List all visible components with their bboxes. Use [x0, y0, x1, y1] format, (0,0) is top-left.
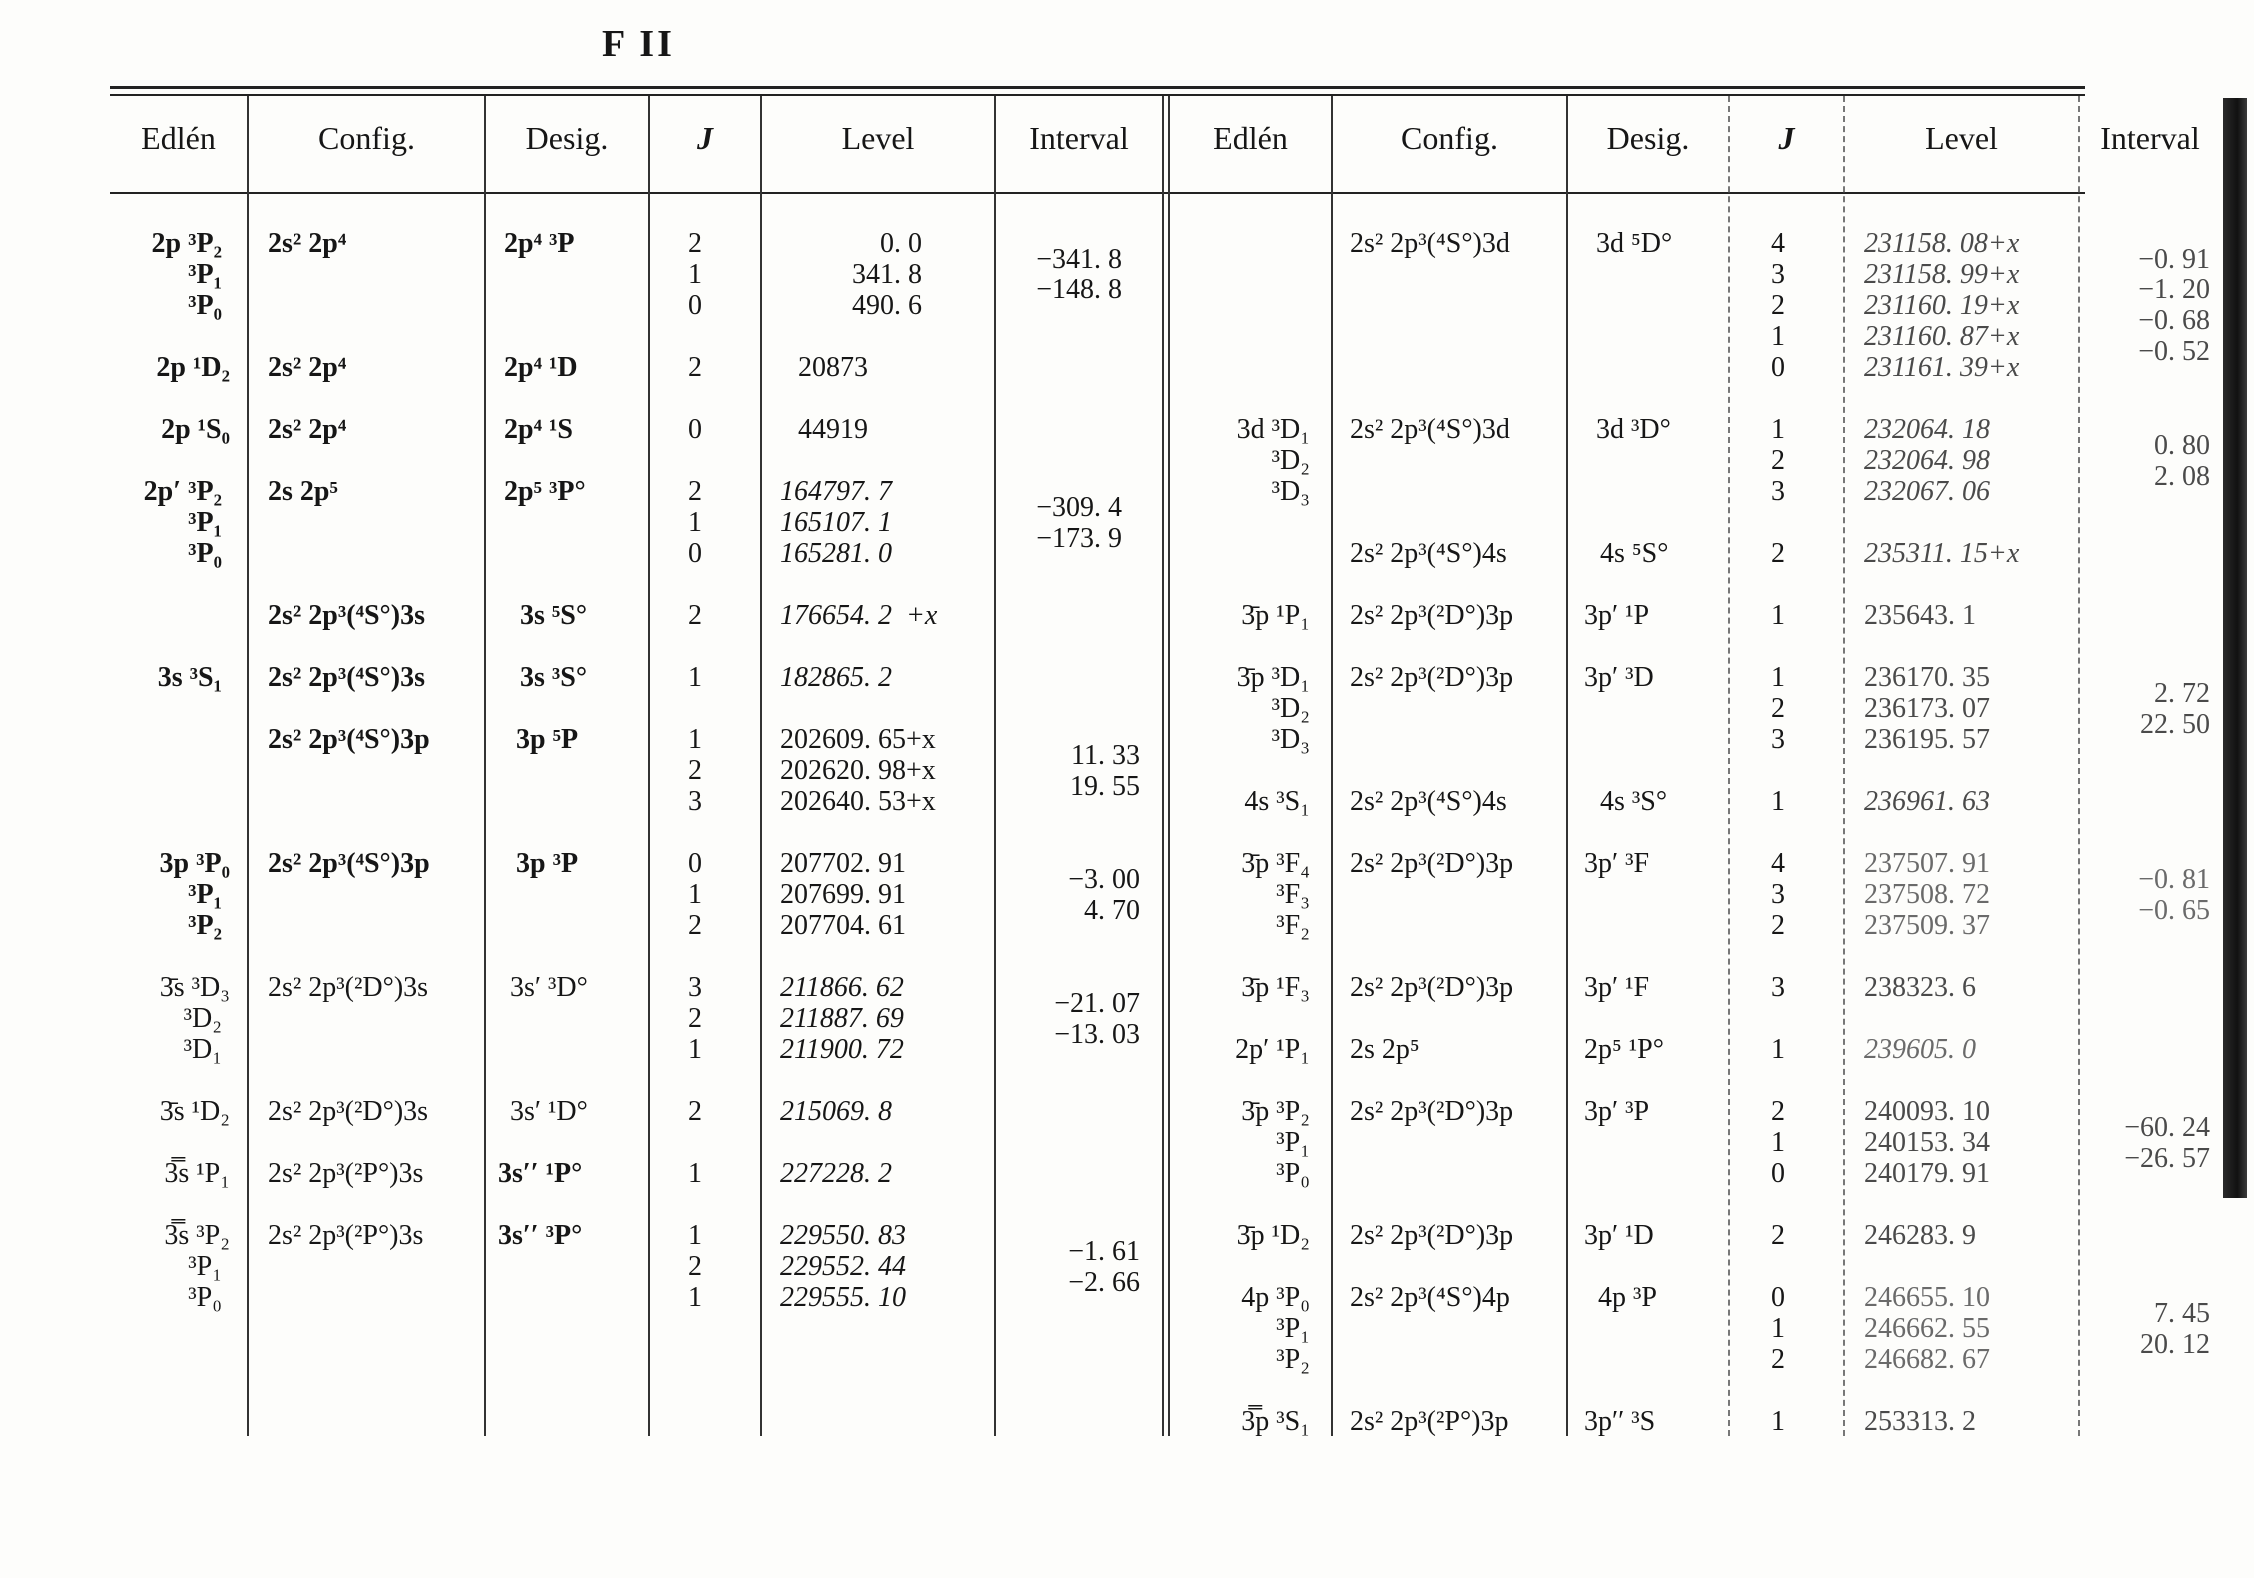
right-level: 237508. 72 [1864, 879, 1990, 910]
right-level: 231160. 87+x [1864, 321, 2020, 352]
left-level: 211887. 69 [780, 1003, 904, 1034]
binding-spine [2223, 98, 2247, 1198]
right-level: 231158. 08+x [1864, 228, 2020, 259]
left-level: 202640. 53+x [780, 786, 936, 817]
right-j: 2 [1771, 910, 1785, 941]
header-j-left: J [697, 120, 713, 156]
col-sep [1843, 96, 1845, 1436]
left-level: 0. 0 [880, 228, 922, 259]
right-desig: 2p⁵ ¹P° [1584, 1034, 1664, 1065]
left-desig: 3s′′ ¹P° [498, 1158, 583, 1189]
right-interval: 0. 80 [2154, 430, 2210, 461]
header-config-right: Config. [1401, 120, 1498, 156]
right-interval: 20. 12 [2140, 1329, 2210, 1360]
left-desig: 2p⁴ ³P [504, 228, 575, 259]
left-j: 2 [688, 1251, 702, 1282]
left-interval: −148. 8 [1036, 274, 1122, 305]
left-config: 2s² 2p³(²P°)3s [268, 1158, 424, 1189]
right-desig: 3p′ ¹F [1584, 972, 1650, 1003]
right-desig: 3p′ ¹D [1584, 1220, 1654, 1251]
left-config: 2s 2p⁵ [268, 476, 338, 507]
header-edlen-left: Edlén [141, 120, 216, 156]
right-interval: 7. 45 [2154, 1298, 2210, 1329]
right-edlen: ³D₃ [1271, 724, 1310, 755]
right-desig: 3p′ ³D [1584, 662, 1654, 693]
right-config: 2s² 2p³(²P°)3p [1350, 1406, 1509, 1437]
left-level: 341. 8 [852, 259, 922, 290]
left-edlen: 3p ³P₀ [159, 848, 230, 879]
header-desig-right: Desig. [1606, 120, 1690, 156]
left-level: 176654. 2 +x [780, 600, 938, 631]
left-j: 1 [688, 724, 702, 755]
header-level-left: Level [841, 120, 915, 156]
left-level: 229550. 83 [780, 1220, 906, 1251]
right-j: 3 [1771, 879, 1785, 910]
left-interval: −21. 07 [1054, 988, 1140, 1019]
col-sep [247, 96, 249, 1436]
right-interval: −0. 65 [2138, 895, 2210, 926]
right-j: 1 [1771, 786, 1785, 817]
right-edlen: 3̄p ³P₂ [1241, 1096, 1310, 1127]
left-edlen: ³P₀ [188, 1282, 222, 1313]
left-desig: 3p ⁵P [516, 724, 579, 755]
left-edlen: ³P₀ [188, 538, 222, 569]
right-level: 240093. 10 [1864, 1096, 1990, 1127]
left-desig: 3s ³S° [520, 662, 588, 693]
left-interval: 11. 33 [1071, 740, 1140, 771]
left-j: 0 [688, 538, 702, 569]
left-level: 207704. 61 [780, 910, 906, 941]
header-rule [110, 192, 2085, 194]
right-edlen: 3d ³D₁ [1236, 414, 1310, 445]
left-level: 207702. 91 [780, 848, 906, 879]
right-j: 3 [1771, 259, 1785, 290]
right-desig: 3p′ ³F [1584, 848, 1650, 879]
left-edlen: 2p ¹S₀ [161, 414, 230, 445]
left-edlen: ³P₂ [188, 910, 222, 941]
left-level: 44919 [798, 414, 868, 445]
left-edlen: ³P₁ [188, 259, 222, 290]
left-j: 2 [688, 352, 702, 383]
right-edlen: 3̄p ¹F₃ [1241, 972, 1310, 1003]
right-j: 1 [1771, 1406, 1785, 1437]
right-j: 4 [1771, 848, 1785, 879]
right-config: 2s² 2p³(²D°)3p [1350, 1096, 1514, 1127]
right-level: 238323. 6 [1864, 972, 1976, 1003]
right-level: 231161. 39+x [1864, 352, 2020, 383]
right-level: 236170. 35 [1864, 662, 1990, 693]
right-level: 239605. 0 [1864, 1034, 1976, 1065]
left-desig: 3p ³P [516, 848, 579, 879]
right-j: 0 [1771, 1282, 1785, 1313]
left-config: 2s² 2p³(⁴S°)3p [268, 848, 430, 879]
left-interval: −173. 9 [1036, 523, 1122, 554]
right-j: 0 [1771, 1158, 1785, 1189]
left-j: 2 [688, 476, 702, 507]
right-edlen: 2p′ ¹P₁ [1235, 1034, 1310, 1065]
right-desig: 4p ³P [1598, 1282, 1657, 1313]
right-interval: −60. 24 [2124, 1112, 2210, 1143]
right-j: 1 [1771, 321, 1785, 352]
right-j: 3 [1771, 972, 1785, 1003]
right-j: 1 [1771, 662, 1785, 693]
col-sep [1728, 96, 1730, 1436]
right-j: 2 [1771, 1220, 1785, 1251]
right-interval: −0. 91 [2138, 244, 2210, 275]
left-config: 2s² 2p⁴ [268, 228, 347, 259]
right-config: 2s² 2p³(⁴S°)3d [1350, 414, 1510, 445]
right-edlen: ³P₂ [1276, 1344, 1310, 1375]
right-level: 236961. 63 [1864, 786, 1990, 817]
left-edlen: ³D₂ [183, 1003, 222, 1034]
header-interval-left: Interval [1029, 120, 1129, 156]
right-j: 2 [1771, 1096, 1785, 1127]
left-config: 2s² 2p³(⁴S°)3s [268, 600, 425, 631]
left-j: 0 [688, 414, 702, 445]
col-sep [760, 96, 762, 1436]
right-edlen: ³F₃ [1276, 879, 1310, 910]
left-j: 1 [688, 507, 702, 538]
right-level: 235311. 15+x [1864, 538, 2020, 569]
left-level: 165107. 1 [780, 507, 892, 538]
right-level: 232067. 06 [1864, 476, 1990, 507]
right-interval: −0. 81 [2138, 864, 2210, 895]
right-level: 232064. 98 [1864, 445, 1990, 476]
header-edlen-right: Edlén [1213, 120, 1288, 156]
left-config: 2s² 2p⁴ [268, 352, 347, 383]
right-j: 1 [1771, 414, 1785, 445]
left-desig: 2p⁴ ¹S [504, 414, 573, 445]
left-config: 2s² 2p³(²D°)3s [268, 972, 429, 1003]
left-desig: 2p⁵ ³P° [504, 476, 586, 507]
left-level: 227228. 2 [780, 1158, 892, 1189]
right-edlen: ³D₃ [1271, 476, 1310, 507]
left-level: 207699. 91 [780, 879, 906, 910]
right-edlen: ³D₂ [1271, 445, 1310, 476]
right-desig: 4s ³S° [1600, 786, 1668, 817]
right-level: 246283. 9 [1864, 1220, 1976, 1251]
left-desig: 3s ⁵S° [520, 600, 588, 631]
right-desig: 3d ³D° [1596, 414, 1671, 445]
right-level: 240179. 91 [1864, 1158, 1990, 1189]
right-j: 1 [1771, 1313, 1785, 1344]
right-desig: 3p′ ¹P [1584, 600, 1650, 631]
left-level: 202620. 98+x [780, 755, 936, 786]
right-level: 236195. 57 [1864, 724, 1990, 755]
left-interval: −1. 61 [1068, 1236, 1140, 1267]
left-edlen: ³D₁ [183, 1034, 222, 1065]
right-config: 2s² 2p³(⁴S°)4p [1350, 1282, 1510, 1313]
left-level: 211900. 72 [780, 1034, 904, 1065]
left-j: 3 [688, 786, 702, 817]
left-edlen: 2p ¹D₂ [156, 352, 230, 383]
left-desig: 3s′ ³D° [510, 972, 588, 1003]
right-edlen: 3̄p ³D₁ [1236, 662, 1310, 693]
left-j: 1 [688, 1220, 702, 1251]
left-j: 1 [688, 1034, 702, 1065]
left-config: 2s² 2p⁴ [268, 414, 347, 445]
right-j: 2 [1771, 538, 1785, 569]
left-level: 202609. 65+x [780, 724, 936, 755]
left-config: 2s² 2p³(²D°)3s [268, 1096, 429, 1127]
right-interval: −0. 52 [2138, 336, 2210, 367]
col-sep [1331, 96, 1333, 1436]
right-edlen: ³P₁ [1276, 1313, 1310, 1344]
right-j: 0 [1771, 352, 1785, 383]
left-level: 164797. 7 [780, 476, 892, 507]
left-j: 2 [688, 228, 702, 259]
left-desig: 2p⁴ ¹D [504, 352, 578, 383]
right-edlen: 4s ³S₁ [1244, 786, 1310, 817]
right-interval: 2. 72 [2154, 678, 2210, 709]
right-level: 232064. 18 [1864, 414, 1990, 445]
left-interval: 19. 55 [1070, 771, 1140, 802]
left-j: 1 [688, 662, 702, 693]
top-rule-2 [110, 94, 2085, 96]
col-sep-double [1162, 96, 1164, 1436]
right-level: 231158. 99+x [1864, 259, 2020, 290]
page-title: F II [602, 23, 675, 65]
top-rule-1 [110, 86, 2085, 89]
left-config: 2s² 2p³(⁴S°)3p [268, 724, 430, 755]
left-edlen: 2p′ ³P₂ [143, 476, 222, 507]
right-j: 1 [1771, 600, 1785, 631]
header-desig-left: Desig. [525, 120, 609, 156]
right-desig: 4s ⁵S° [1600, 538, 1669, 569]
right-level: 235643. 1 [1864, 600, 1976, 631]
left-edlen: 3s ³S₁ [157, 662, 222, 693]
right-edlen: ³F₂ [1276, 910, 1310, 941]
left-level: 229555. 10 [780, 1282, 906, 1313]
right-interval: −1. 20 [2138, 274, 2210, 305]
right-level: 237509. 37 [1864, 910, 1990, 941]
right-j: 1 [1771, 1034, 1785, 1065]
left-interval: 4. 70 [1084, 895, 1140, 926]
left-j: 2 [688, 600, 702, 631]
right-interval: 22. 50 [2140, 709, 2210, 740]
left-j: 3 [688, 972, 702, 1003]
right-j: 2 [1771, 290, 1785, 321]
header-interval-right: Interval [2100, 120, 2200, 156]
right-level: 246682. 67 [1864, 1344, 1990, 1375]
left-level: 165281. 0 [780, 538, 892, 569]
left-interval: −2. 66 [1068, 1267, 1140, 1298]
left-interval: −341. 8 [1036, 244, 1122, 275]
left-edlen: 2p ³P₂ [151, 228, 222, 259]
right-config: 2s² 2p³(⁴S°)4s [1350, 538, 1507, 569]
right-level: 231160. 19+x [1864, 290, 2020, 321]
left-j: 1 [688, 1282, 702, 1313]
right-config: 2s² 2p³(²D°)3p [1350, 662, 1514, 693]
right-interval: 2. 08 [2154, 461, 2210, 492]
right-config: 2s 2p⁵ [1350, 1034, 1420, 1065]
left-config: 2s² 2p³(²P°)3s [268, 1220, 424, 1251]
col-sep-double [1168, 96, 1170, 1436]
right-config: 2s² 2p³(⁴S°)4s [1350, 786, 1507, 817]
col-sep [1566, 96, 1568, 1436]
right-edlen: 3̄p ¹P₁ [1241, 600, 1310, 631]
left-interval: −309. 4 [1036, 492, 1122, 523]
left-j: 0 [688, 290, 702, 321]
right-config: 2s² 2p³(²D°)3p [1350, 972, 1514, 1003]
right-level: 236173. 07 [1864, 693, 1990, 724]
left-edlen: 3̄s ¹D₂ [159, 1096, 230, 1127]
right-j: 2 [1771, 693, 1785, 724]
left-level: 182865. 2 [780, 662, 892, 693]
right-edlen: 3̄p ¹D₂ [1236, 1220, 1310, 1251]
left-j: 2 [688, 910, 702, 941]
right-level: 240153. 34 [1864, 1127, 1990, 1158]
left-j: 1 [688, 1158, 702, 1189]
right-j: 1 [1771, 1127, 1785, 1158]
header-level-right: Level [1925, 120, 1998, 156]
left-j: 0 [688, 848, 702, 879]
left-level: 490. 6 [852, 290, 922, 321]
col-sep [484, 96, 486, 1436]
right-j: 2 [1771, 1344, 1785, 1375]
left-j: 2 [688, 755, 702, 786]
left-edlen: ³P₁ [188, 507, 222, 538]
right-j: 3 [1771, 476, 1785, 507]
right-desig: 3d ⁵D° [1596, 228, 1673, 259]
left-j: 2 [688, 1096, 702, 1127]
right-edlen: 3̄p ³F₄ [1241, 848, 1310, 879]
left-j: 1 [688, 879, 702, 910]
right-config: 2s² 2p³(⁴S°)3d [1350, 228, 1510, 259]
left-level: 215069. 8 [780, 1096, 892, 1127]
left-j: 1 [688, 259, 702, 290]
right-config: 2s² 2p³(²D°)3p [1350, 848, 1514, 879]
left-edlen: ³P₁ [188, 879, 222, 910]
left-config: 2s² 2p³(⁴S°)3s [268, 662, 425, 693]
right-config: 2s² 2p³(²D°)3p [1350, 600, 1514, 631]
left-level: 211866. 62 [780, 972, 904, 1003]
right-level: 246662. 55 [1864, 1313, 1990, 1344]
right-j: 2 [1771, 445, 1785, 476]
left-j: 2 [688, 1003, 702, 1034]
right-j: 3 [1771, 724, 1785, 755]
left-edlen: 3̄s ³D₃ [159, 972, 230, 1003]
col-sep [648, 96, 650, 1436]
right-desig: 3p′ ³P [1584, 1096, 1650, 1127]
left-edlen: 3̿s ³P₂ [164, 1220, 230, 1251]
left-interval: −13. 03 [1054, 1019, 1140, 1050]
right-level: 237507. 91 [1864, 848, 1990, 879]
right-config: 2s² 2p³(²D°)3p [1350, 1220, 1514, 1251]
left-level: 229552. 44 [780, 1251, 906, 1282]
header-j-right: J [1778, 120, 1795, 156]
right-interval: −26. 57 [2124, 1143, 2210, 1174]
right-j: 4 [1771, 228, 1785, 259]
right-edlen: ³P₀ [1276, 1158, 1310, 1189]
right-interval: −0. 68 [2138, 305, 2210, 336]
left-desig: 3s′ ¹D° [510, 1096, 588, 1127]
left-edlen: 3̿s ¹P₁ [164, 1158, 230, 1189]
left-interval: −3. 00 [1068, 864, 1140, 895]
right-edlen: 4p ³P₀ [1241, 1282, 1310, 1313]
header-config-left: Config. [318, 120, 415, 156]
left-desig: 3s′′ ³P° [498, 1220, 583, 1251]
right-desig: 3p′′ ³S [1584, 1406, 1656, 1437]
right-edlen: 3̿p ³S₁ [1241, 1406, 1310, 1437]
left-edlen: ³P₀ [188, 290, 222, 321]
left-level: 20873 [798, 352, 868, 383]
left-edlen: ³P₁ [188, 1251, 222, 1282]
right-level: 246655. 10 [1864, 1282, 1990, 1313]
right-edlen: ³P₁ [1276, 1127, 1310, 1158]
right-level: 253313. 2 [1864, 1406, 1976, 1437]
right-edlen: ³D₂ [1271, 693, 1310, 724]
